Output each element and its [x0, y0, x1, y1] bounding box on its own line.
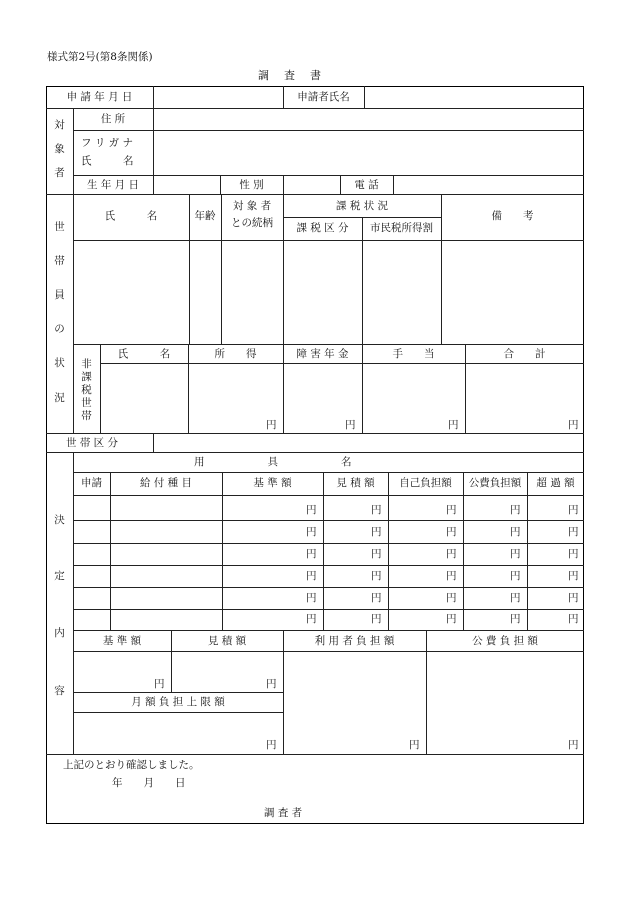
- yen-self-row-5: 円: [446, 592, 457, 604]
- city-tax-header: 市民税所得割: [370, 222, 433, 234]
- nontax-label-2: 課: [81, 371, 92, 383]
- yen-sum-base: 円: [154, 678, 165, 690]
- yen-base-row-6: 円: [306, 613, 317, 625]
- yen-excess-row-6: 円: [568, 613, 579, 625]
- yen-excess-row-1: 円: [568, 504, 579, 516]
- yen-allowance: 円: [448, 419, 459, 431]
- yen-pension: 円: [345, 419, 356, 431]
- yen-self-row-1: 円: [446, 504, 457, 516]
- yen-public-row-1: 円: [510, 504, 521, 516]
- subject-section-label-2: 象: [54, 143, 65, 155]
- yen-sum-estimate: 円: [266, 678, 277, 690]
- application-date-label: 申 請 年 月 日: [66, 91, 133, 103]
- col-item: 給 付 種 目: [139, 477, 192, 489]
- yen-base-row-3: 円: [306, 548, 317, 560]
- confirm-text: 上記のとおり確認しました。: [63, 759, 200, 771]
- subject-section-label-1: 対: [54, 119, 65, 131]
- yen-sum-public: 円: [568, 739, 579, 751]
- nontax-label-3: 税: [81, 384, 92, 396]
- yen-estimate-row-2: 円: [371, 526, 382, 538]
- col-estimate: 見 積 額: [336, 477, 375, 489]
- yen-estimate-row-6: 円: [371, 613, 382, 625]
- investigator-label: 調 査 者: [264, 807, 303, 819]
- household-label-4: の: [54, 323, 65, 335]
- yen-sum-user: 円: [409, 739, 420, 751]
- yen-excess-row-5: 円: [568, 592, 579, 604]
- yen-income: 円: [266, 419, 277, 431]
- yen-self-row-2: 円: [446, 526, 457, 538]
- remarks-header: 備 考: [491, 210, 534, 222]
- household-label-3: 員: [54, 289, 65, 301]
- yen-public-row-3: 円: [510, 548, 521, 560]
- equipment-name-header: 用 具 名: [194, 456, 352, 468]
- household-class-label: 世 帯 区 分: [66, 437, 119, 449]
- yen-estimate-row-5: 円: [371, 592, 382, 604]
- page-title: 調 査 書: [258, 69, 323, 82]
- household-label-2: 帯: [54, 255, 65, 267]
- yen-base-row-2: 円: [306, 526, 317, 538]
- yen-excess-row-3: 円: [568, 548, 579, 560]
- col-self: 自己負担額: [399, 477, 452, 489]
- applicant-name-label: 申請者氏名: [297, 91, 350, 103]
- address-label: 住 所: [100, 113, 126, 125]
- nontax-label-1: 非: [81, 358, 92, 370]
- allowance-header: 手 当: [392, 348, 435, 360]
- yen-estimate-row-1: 円: [371, 504, 382, 516]
- yen-excess-row-4: 円: [568, 570, 579, 582]
- yen-self-row-4: 円: [446, 570, 457, 582]
- yen-estimate-row-4: 円: [371, 570, 382, 582]
- yen-excess-row-2: 円: [568, 526, 579, 538]
- confirm-date: 年 月 日: [112, 777, 186, 789]
- col-excess: 超 過 額: [536, 477, 575, 489]
- relation-header-1: 対 象 者: [232, 200, 272, 212]
- age-header: 年齢: [194, 210, 216, 222]
- tax-class-header: 課 税 区 分: [296, 222, 349, 234]
- furigana-label: フ リ ガ ナ: [81, 137, 134, 149]
- yen-public-row-6: 円: [510, 613, 521, 625]
- subject-section-label-3: 者: [54, 167, 65, 179]
- sum-user-header: 利 用 者 負 担 額: [314, 635, 395, 647]
- yen-public-row-5: 円: [510, 592, 521, 604]
- pension-header: 障 害 年 金: [296, 348, 349, 360]
- col-application: 申請: [81, 477, 102, 489]
- nontax-label-5: 帯: [81, 410, 92, 422]
- sex-label: 性 別: [239, 179, 264, 191]
- sum-estimate-header: 見 積 額: [207, 635, 247, 647]
- sum-public-header: 公 費 負 担 額: [472, 635, 538, 647]
- nontax-label-4: 世: [81, 397, 92, 409]
- tax-status-header: 課 税 状 況: [335, 200, 388, 212]
- yen-total: 円: [568, 419, 579, 431]
- col-base: 基 準 額: [253, 477, 292, 489]
- name-label: 氏 名: [81, 155, 134, 167]
- yen-base-row-5: 円: [306, 592, 317, 604]
- yen-base-row-1: 円: [306, 504, 317, 516]
- yen-self-row-3: 円: [446, 548, 457, 560]
- yen-public-row-2: 円: [510, 526, 521, 538]
- yen-monthly-cap: 円: [266, 739, 277, 751]
- decision-label-4: 容: [54, 685, 65, 697]
- household-label-5: 状: [54, 357, 65, 369]
- relation-header-2: との続柄: [231, 217, 273, 229]
- yen-base-row-4: 円: [306, 570, 317, 582]
- form-number: 様式第2号(第8条関係): [47, 51, 153, 63]
- yen-estimate-row-3: 円: [371, 548, 382, 560]
- phone-label: 電 話: [354, 179, 379, 191]
- total-header: 合 計: [503, 348, 546, 360]
- member-name-header: 氏 名: [104, 210, 158, 222]
- household-label-6: 況: [54, 392, 65, 404]
- decision-label-1: 決: [54, 514, 65, 526]
- col-public: 公費負担額: [468, 477, 522, 489]
- household-label-1: 世: [54, 221, 65, 233]
- decision-label-2: 定: [54, 570, 65, 582]
- survey-form: [46, 86, 584, 824]
- yen-public-row-4: 円: [510, 570, 521, 582]
- yen-self-row-6: 円: [446, 613, 457, 625]
- decision-label-3: 内: [54, 627, 65, 639]
- birthdate-label: 生 年 月 日: [86, 179, 139, 191]
- sum-base-header: 基 準 額: [102, 635, 142, 647]
- nontax-name-header: 氏 名: [117, 348, 171, 360]
- monthly-cap-header: 月 額 負 担 上 限 額: [131, 696, 225, 708]
- income-header: 所 得: [214, 348, 257, 360]
